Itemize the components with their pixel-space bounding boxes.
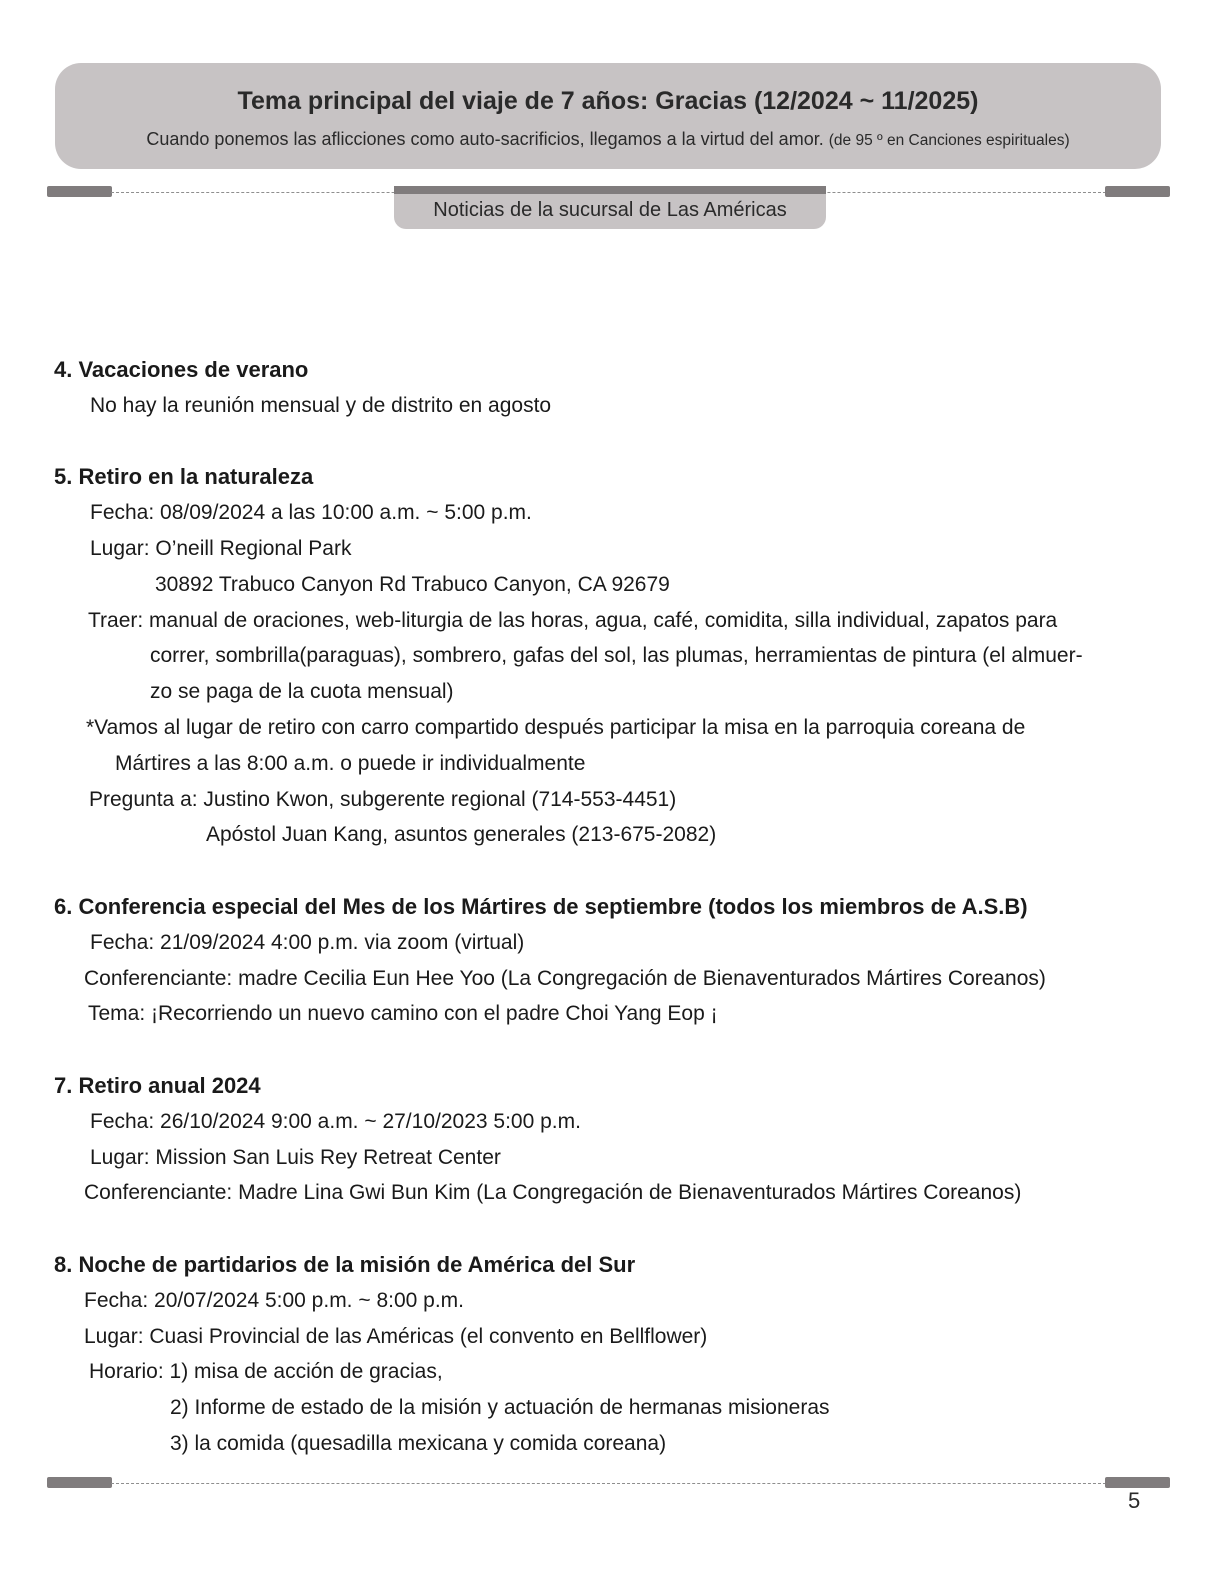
section-5-traer-line1: Traer: manual de oraciones, web-liturgia de las horas, agua, café, comidita, silla individual, zapatos para <box>88 608 1058 632</box>
divider-dashed-line <box>111 1483 1106 1484</box>
theme-banner <box>55 63 1161 169</box>
section-6-tema: Tema: ¡Recorriendo un nuevo camino con el padre Choi Yang Eop ¡ <box>88 1002 718 1026</box>
section-5-pregunta-line2: Apóstol Juan Kang, asuntos generales (213-675-2082) <box>206 823 717 847</box>
section-7-lugar: Lugar: Mission San Luis Rey Retreat Center <box>90 1145 501 1169</box>
section-5-traer-line3: zo se paga de la cuota mensual) <box>150 680 454 704</box>
divider-cap-right <box>1105 1477 1170 1488</box>
section-5-title: 5. Retiro en la naturaleza <box>54 464 314 490</box>
section-8-fecha: Fecha: 20/07/2024 5:00 p.m. ~ 8:00 p.m. <box>84 1288 464 1312</box>
section-4-title: 4. Vacaciones de verano <box>54 357 309 382</box>
bottom-divider <box>47 1477 1170 1489</box>
section-7-title: 7. Retiro anual 2024 <box>54 1072 261 1098</box>
section-5-nota-line2: Mártires a las 8:00 a.m. o puede ir individualmente <box>115 751 586 775</box>
divider-cap-left <box>47 1477 112 1488</box>
section-8-horario-line1: Horario: 1) misa de acción de gracias, <box>89 1360 443 1384</box>
section-7-conferenciante: Conferenciante: Madre Lina Gwi Bun Kim (La Congregación de Bienaventurados Mártires Coreanos) <box>84 1181 1022 1205</box>
theme-quote-source: (de 95 º en Canciones espirituales) <box>828 132 1070 149</box>
page-number: 5 <box>1128 1488 1141 1513</box>
theme-title: Tema principal del viaje de 7 años: Gracias (12/2024 ~ 11/2025) <box>237 87 979 115</box>
divider-cap-left <box>47 186 112 197</box>
divider-cap-right <box>1105 186 1170 197</box>
section-8-horario-line3: 3) la comida (quesadilla mexicana y comida coreana) <box>170 1431 667 1455</box>
section-5-traer-line2: correr, sombrilla(paraguas), sombrero, gafas del sol, las plumas, herramientas de pintura (el almuer- <box>150 644 1083 668</box>
section-8-title: 8. Noche de partidarios de la misión de América del Sur <box>54 1251 636 1277</box>
branch-tab-bar <box>394 186 826 194</box>
section-6-conferenciante: Conferenciante: madre Cecilia Eun Hee Yoo (La Congregación de Bienaventurados Mártires Coreanos) <box>84 966 1046 990</box>
section-6-title: 6. Conferencia especial del Mes de los Mártires de septiembre (todos los miembros de A.S.B) <box>54 893 1028 919</box>
section-4-line: No hay la reunión mensual y de distrito en agosto <box>90 393 552 417</box>
branch-news-label: Noticias de la sucursal de Las Américas <box>433 199 787 221</box>
section-5-lugar: Lugar: O’neill Regional Park <box>90 536 352 560</box>
theme-quote: Cuando ponemos las aflicciones como auto-sacrificios, llegamos a la virtud del amor. <box>146 129 824 149</box>
news-content <box>54 352 1126 1462</box>
section-5-pregunta-line1: Pregunta a: Justino Kwon, subgerente regional (714-553-4451) <box>89 787 677 811</box>
section-7-fecha: Fecha: 26/10/2024 9:00 a.m. ~ 27/10/2023 5:00 p.m. <box>90 1109 581 1133</box>
section-5-fecha: Fecha: 08/09/2024 a las 10:00 a.m. ~ 5:00 p.m. <box>90 501 532 525</box>
section-8-horario-line2: 2) Informe de estado de la misión y actuación de hermanas misioneras <box>170 1396 830 1420</box>
section-8-lugar: Lugar: Cuasi Provincial de las Américas (el convento en Bellflower) <box>84 1324 708 1348</box>
theme-subtitle <box>55 129 1161 150</box>
branch-news-tab <box>394 186 826 229</box>
section-5-nota-line1: *Vamos al lugar de retiro con carro compartido después participar la misa en la parroquia coreana de <box>86 715 1026 739</box>
section-6-fecha: Fecha: 21/09/2024 4:00 p.m. via zoom (virtual) <box>90 930 525 954</box>
section-5-direccion: 30892 Trabuco Canyon Rd Trabuco Canyon, CA 92679 <box>155 572 670 596</box>
